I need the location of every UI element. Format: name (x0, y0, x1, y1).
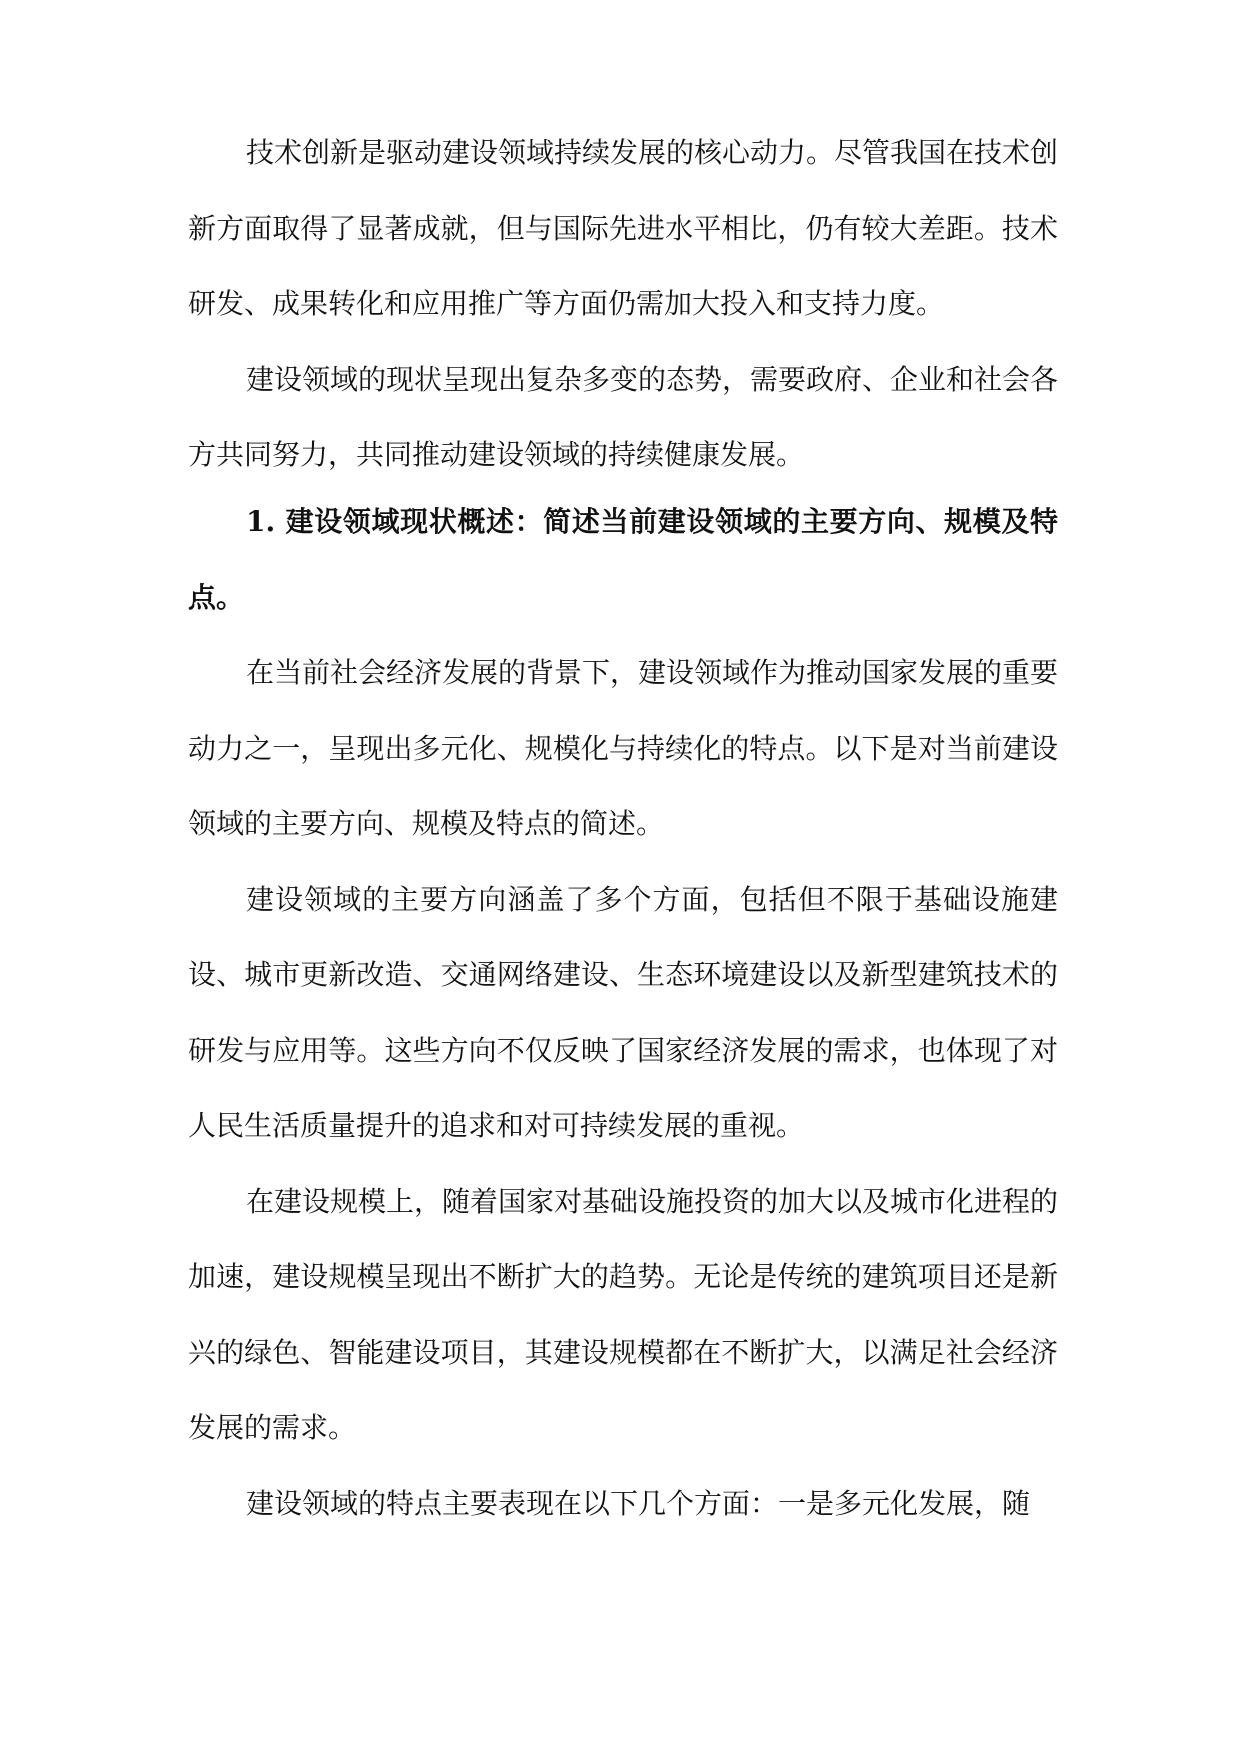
paragraph-background: 在当前社会经济发展的背景下，建设领域作为推动国家发展的重要动力之一，呈现出多元化、规模化与持续化的特点。以下是对当前建设领域的主要方向、规模及特点的简述。 (188, 656, 1059, 840)
paragraph-main-directions: 建设领域的主要方向涵盖了多个方面，包括但不限于基础设施建设、城市更新改造、交通网络建设、生态环境建设以及新型建筑技术的研发与应用等。这些方向不仅反映了国家经济发展的需求，也体现了对人民生活质量提升的追求和对可持续发展的重视。 (188, 882, 1058, 1142)
paragraph-scale: 在建设规模上，随着国家对基础设施投资的加大以及城市化进程的加速，建设规模呈现出不断扩大的趋势。无论是传统的建筑项目还是新兴的绿色、智能建设项目，其建设规模都在不断扩大，以满足社会经济发展的需求。 (188, 1184, 1059, 1444)
paragraph-tech-innovation: 技术创新是驱动建设领域持续发展的核心动力。尽管我国在技术创新方面取得了显著成就，但与国际先进水平相比，仍有较大差距。技术研发、成果转化和应用推广等方面仍需加大投入和支持力度。 (188, 136, 1059, 320)
overview-section (188, 484, 1058, 1541)
paragraph-status-summary: 建设领域的现状呈现出复杂多变的态势，需要政府、企业和社会各方共同努力，共同推动建设领域的持续健康发展。 (188, 362, 1059, 471)
intro-section (188, 115, 1058, 493)
section-heading: 1. 建设领域现状概述：简述当前建设领域的主要方向、规模及特点。 (188, 505, 1058, 614)
paragraph-characteristics: 建设领域的特点主要表现在以下几个方面：一是多元化发展，随 (246, 1486, 1031, 1520)
